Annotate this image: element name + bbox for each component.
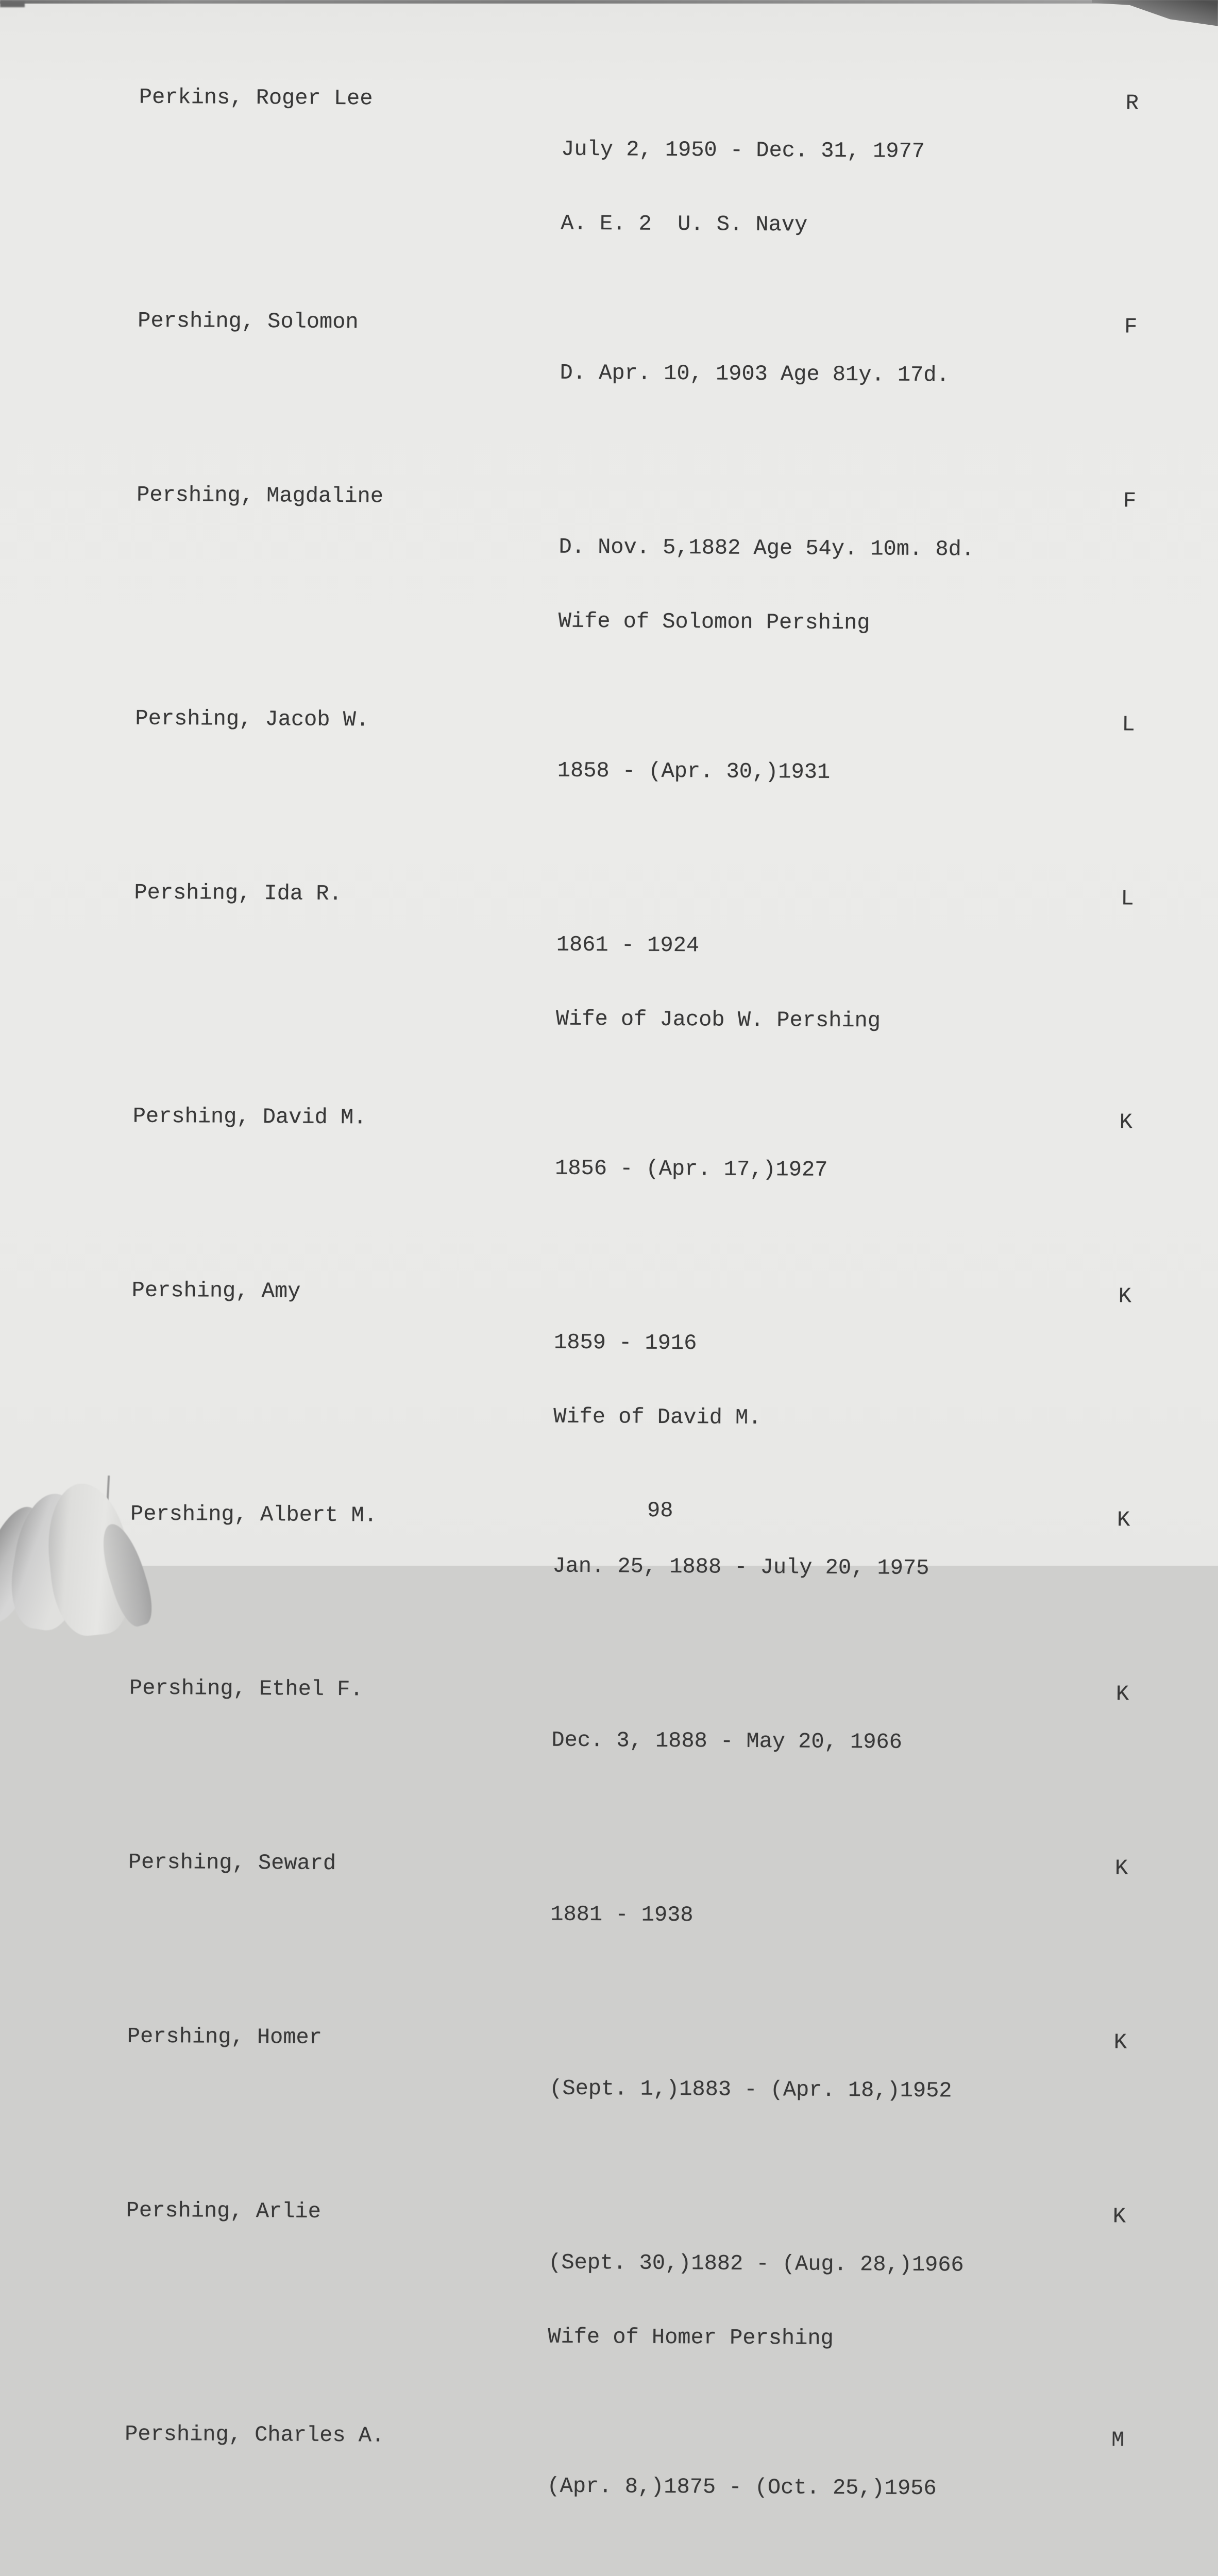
section-letter: L	[1121, 886, 1134, 911]
section-letter: K	[1115, 1682, 1129, 1707]
record-dates	[549, 2027, 1114, 2179]
records-list	[0, 84, 1218, 2576]
person-name: Pershing, Jacob W.	[135, 706, 369, 733]
scan-top-edge-artifact	[0, 0, 1218, 4]
relation-note: Wife of Homer Pershing	[548, 2324, 834, 2351]
date-range: (Apr. 8,)1875 - (Oct. 25,)1956	[547, 2473, 937, 2501]
date-range: 1881 - 1938	[550, 1902, 693, 1928]
record-row	[0, 1501, 1209, 1656]
record-dates	[552, 1504, 1117, 1656]
date-range: July 2, 1950 - Dec. 31, 1977	[561, 137, 925, 164]
record-dates	[558, 485, 1123, 687]
relation-note: Wife of David M.	[553, 1404, 762, 1431]
section-letter: L	[1122, 712, 1135, 737]
date-range: 1856 - (Apr. 17,)1927	[555, 1156, 828, 1182]
person-name: Pershing, Ethel F.	[129, 1675, 363, 1702]
date-range: D. Apr. 10, 1903 Age 81y. 17d.	[560, 360, 950, 388]
record-dates	[547, 2425, 1112, 2576]
person-name: Pershing, Magdaline	[136, 482, 384, 509]
record-row	[0, 2421, 1204, 2576]
record-dates	[548, 2201, 1113, 2402]
record-row	[0, 1675, 1208, 1831]
record-row	[0, 84, 1218, 289]
section-letter: K	[1113, 2030, 1127, 2055]
person-name: Pershing, Amy	[131, 1278, 301, 1304]
record-dates	[557, 709, 1122, 861]
person-name: Pershing, Seward	[128, 1850, 336, 1876]
section-letter: F	[1123, 488, 1137, 514]
scan-top-left-smudge-artifact	[0, 2, 25, 7]
date-range: Dec. 3, 1888 - May 20, 1966	[551, 1727, 903, 1755]
record-dates	[551, 1679, 1116, 1831]
person-name: Pershing, David M.	[132, 1104, 367, 1130]
section-letter: K	[1114, 1856, 1128, 1881]
record-dates	[550, 1853, 1115, 2005]
record-row	[0, 482, 1215, 687]
person-name: Pershing, Solomon	[138, 308, 359, 335]
section-letter: K	[1116, 1507, 1130, 1533]
page-number: 98	[647, 1498, 673, 1523]
relation-note: Wife of Solomon Pershing	[558, 608, 870, 636]
record-row	[0, 879, 1213, 1084]
person-name: Perkins, Roger Lee	[139, 84, 373, 111]
record-row	[0, 308, 1216, 463]
folded-corner-artifact	[1092, 0, 1218, 28]
record-row	[0, 1277, 1211, 1482]
person-name: Pershing, Ida R.	[134, 880, 342, 907]
relation-note: Wife of Jacob W. Pershing	[555, 1006, 881, 1033]
record-dates	[561, 88, 1126, 289]
record-row	[0, 2023, 1206, 2179]
section-letter: K	[1119, 1110, 1133, 1135]
record-dates	[553, 1281, 1118, 1482]
date-range: D. Nov. 5,1882 Age 54y. 10m. 8d.	[559, 534, 975, 562]
relation-note: A. E. 2 U. S. Navy	[561, 211, 808, 238]
person-name: Pershing, Albert M.	[130, 1501, 378, 1528]
record-row	[0, 2197, 1205, 2402]
record-dates	[554, 1107, 1120, 1259]
date-range: 1861 - 1924	[556, 932, 700, 958]
person-name: Pershing, Charles A.	[124, 2421, 385, 2448]
record-row	[0, 1103, 1212, 1259]
date-range: (Sept. 1,)1883 - (Apr. 18,)1952	[549, 2076, 952, 2104]
record-dates	[555, 883, 1121, 1084]
section-letter: K	[1118, 1284, 1132, 1309]
person-name: Pershing, Homer	[127, 2024, 323, 2050]
page-curl-artifact	[0, 1463, 165, 1566]
record-row	[0, 1849, 1207, 2005]
person-name: Pershing, Arlie	[126, 2198, 321, 2224]
record-row	[0, 705, 1214, 861]
section-letter: K	[1112, 2204, 1126, 2229]
date-range: 1858 - (Apr. 30,)1931	[557, 758, 831, 785]
section-letter: F	[1124, 314, 1138, 340]
date-range: Jan. 25, 1888 - July 20, 1975	[552, 1553, 929, 1581]
section-letter: R	[1125, 91, 1139, 116]
date-range: (Sept. 30,)1882 - (Aug. 28,)1966	[548, 2250, 964, 2278]
record-dates	[560, 311, 1125, 463]
section-letter: M	[1111, 2428, 1125, 2453]
date-range: 1859 - 1916	[553, 1330, 697, 1356]
